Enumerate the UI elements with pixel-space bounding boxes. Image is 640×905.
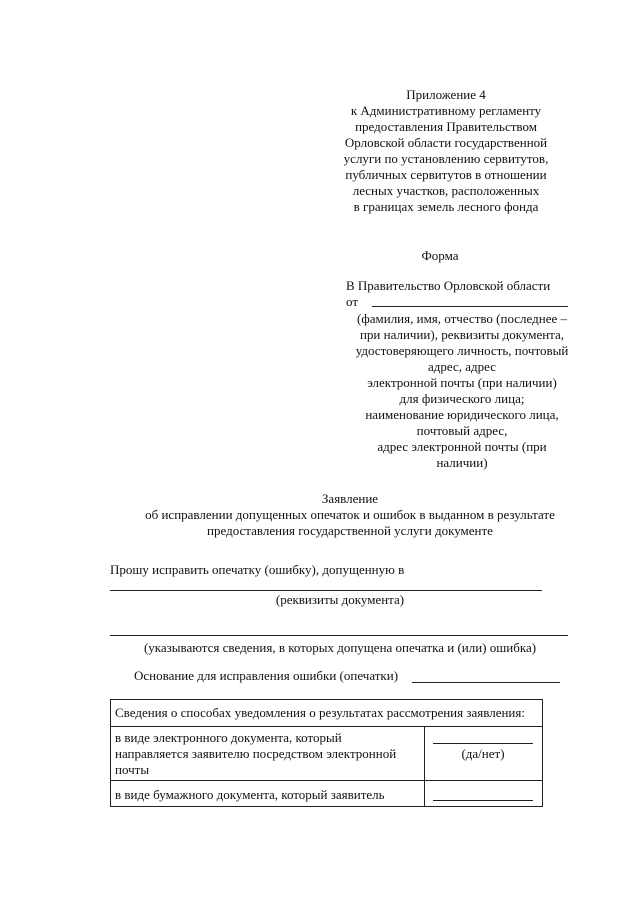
table-header-text: Сведения о способах уведомления о результатах рассмотрения заявления: <box>115 705 525 720</box>
appendix-line: услуги по установлению сервитутов, <box>343 151 549 166</box>
appendix-line: в границах земель лесного фонда <box>353 199 539 214</box>
addressee-hint-line: почтовый адрес, <box>416 423 508 438</box>
error-details-hint: (указываются сведения, в которых допущена опечатка и (или) ошибка) <box>143 640 537 655</box>
table-row-text-line: направляется заявителю посредством электронной <box>115 746 397 761</box>
table-column-divider <box>424 726 425 807</box>
paper-choice-field[interactable] <box>433 800 533 801</box>
addressee-hint-line: адрес, адрес <box>428 359 496 374</box>
appendix-line: Орловской области государственной <box>344 135 548 150</box>
addressee-hint-line: электронной почты (при наличии) <box>367 375 557 390</box>
appendix-block <box>330 87 562 215</box>
table-row-text <box>115 730 396 778</box>
form-label: Форма <box>421 248 459 263</box>
addressee-hint-line: наименование юридического лица, <box>365 407 559 422</box>
table-row-text-line: в виде бумажного документа, который заявитель <box>115 787 385 802</box>
electronic-choice-field[interactable] <box>433 743 533 744</box>
appendix-line: Приложение 4 <box>406 87 486 102</box>
appendix-line: к Административному регламенту <box>350 103 542 118</box>
document-details-hint: (реквизиты документа) <box>275 592 405 607</box>
document-details-field[interactable] <box>110 590 542 591</box>
addressee-hint-line: удостоверяющего личность, почтовый <box>355 343 569 358</box>
appendix-line: лесных участков, расположенных <box>352 183 540 198</box>
basis-label: Основание для исправления ошибки (опечатки) <box>134 668 399 683</box>
addressee-hint-line: адрес электронной почты (при <box>377 439 547 454</box>
title-heading: Заявление <box>321 491 379 506</box>
document-title <box>80 491 620 539</box>
addressee-hint-line: (фамилия, имя, отчество (последнее – <box>356 311 567 326</box>
title-line: об исправлении допущенных опечаток и ошибок в выданном в результате <box>145 507 555 522</box>
addressee-hint-line: наличии) <box>436 455 488 470</box>
appendix-line: предоставления Правительством <box>355 119 537 134</box>
basis-field[interactable] <box>412 682 560 683</box>
error-details-field[interactable] <box>110 635 568 636</box>
table-row-text-line: почты <box>115 762 150 777</box>
request-text: Прошу исправить опечатку (ошибку), допущенную в <box>110 562 405 577</box>
addressee-from-field[interactable] <box>372 306 568 307</box>
table-row <box>111 726 542 781</box>
title-line: предоставления государственной услуги документе <box>207 523 493 538</box>
addressee-from-prefix: от <box>346 294 359 309</box>
addressee-to: В Правительство Орловской области <box>346 278 551 293</box>
addressee-hint <box>342 311 582 471</box>
table-header-row <box>111 700 542 727</box>
appendix-line: публичных сервитутов в отношении <box>345 167 547 182</box>
notification-methods-table <box>110 699 543 807</box>
addressee-hint-line: при наличии), реквизиты документа, <box>359 327 565 342</box>
table-row-text-line: в виде электронного документа, который <box>115 730 342 745</box>
electronic-choice-hint: (да/нет) <box>461 746 505 761</box>
table-row <box>111 780 542 807</box>
addressee-hint-line: для физического лица; <box>399 391 525 406</box>
